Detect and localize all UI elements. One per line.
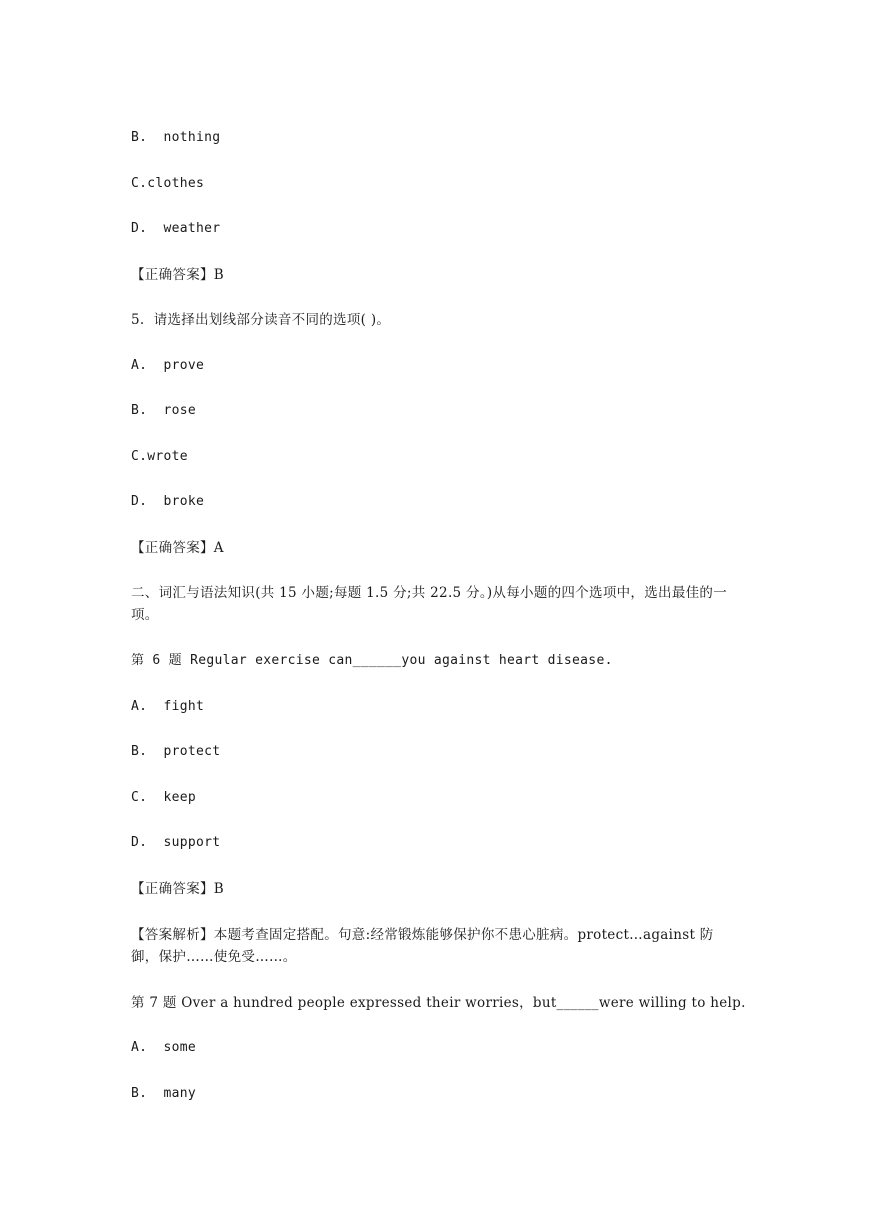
option-c: C.wrote <box>131 449 188 464</box>
question-stem: 5. 请选择出划线部分读音不同的选项( )。 <box>131 312 391 328</box>
option-d: D. support <box>131 835 221 850</box>
option-b: B. nothing <box>131 130 221 145</box>
option-a: A. some <box>131 1040 197 1055</box>
option-d: D. weather <box>131 221 221 236</box>
option-c: C. keep <box>131 790 197 805</box>
option-b: B. protect <box>131 744 221 759</box>
correct-answer: 【正确答案】B <box>131 881 225 897</box>
option-d: D. broke <box>131 494 205 509</box>
question-stem: 第 6 题 Regular exercise can______you against heart disease. <box>131 653 613 668</box>
option-a: A. fight <box>131 699 205 714</box>
option-b: B. many <box>131 1086 197 1101</box>
section-heading: 二、词汇与语法知识(共 15 小题;每题 1.5 分;共 22.5 分。)从每小题的四个选项中，选出最佳的一项。 <box>131 585 728 623</box>
answer-analysis: 【答案解析】本题考查固定搭配。句意:经常锻炼能够保护你不患心脏病。protect…against 防御，保护……使免受……。 <box>131 927 714 965</box>
option-c: C.clothes <box>131 176 205 191</box>
correct-answer: 【正确答案】B <box>131 267 225 283</box>
correct-answer: 【正确答案】A <box>131 540 224 556</box>
question-stem: 第 7 题 Over a hundred people expressed their worries，but______were willing to help. <box>131 995 746 1011</box>
option-a: A. prove <box>131 358 205 373</box>
option-b: B. rose <box>131 403 197 418</box>
